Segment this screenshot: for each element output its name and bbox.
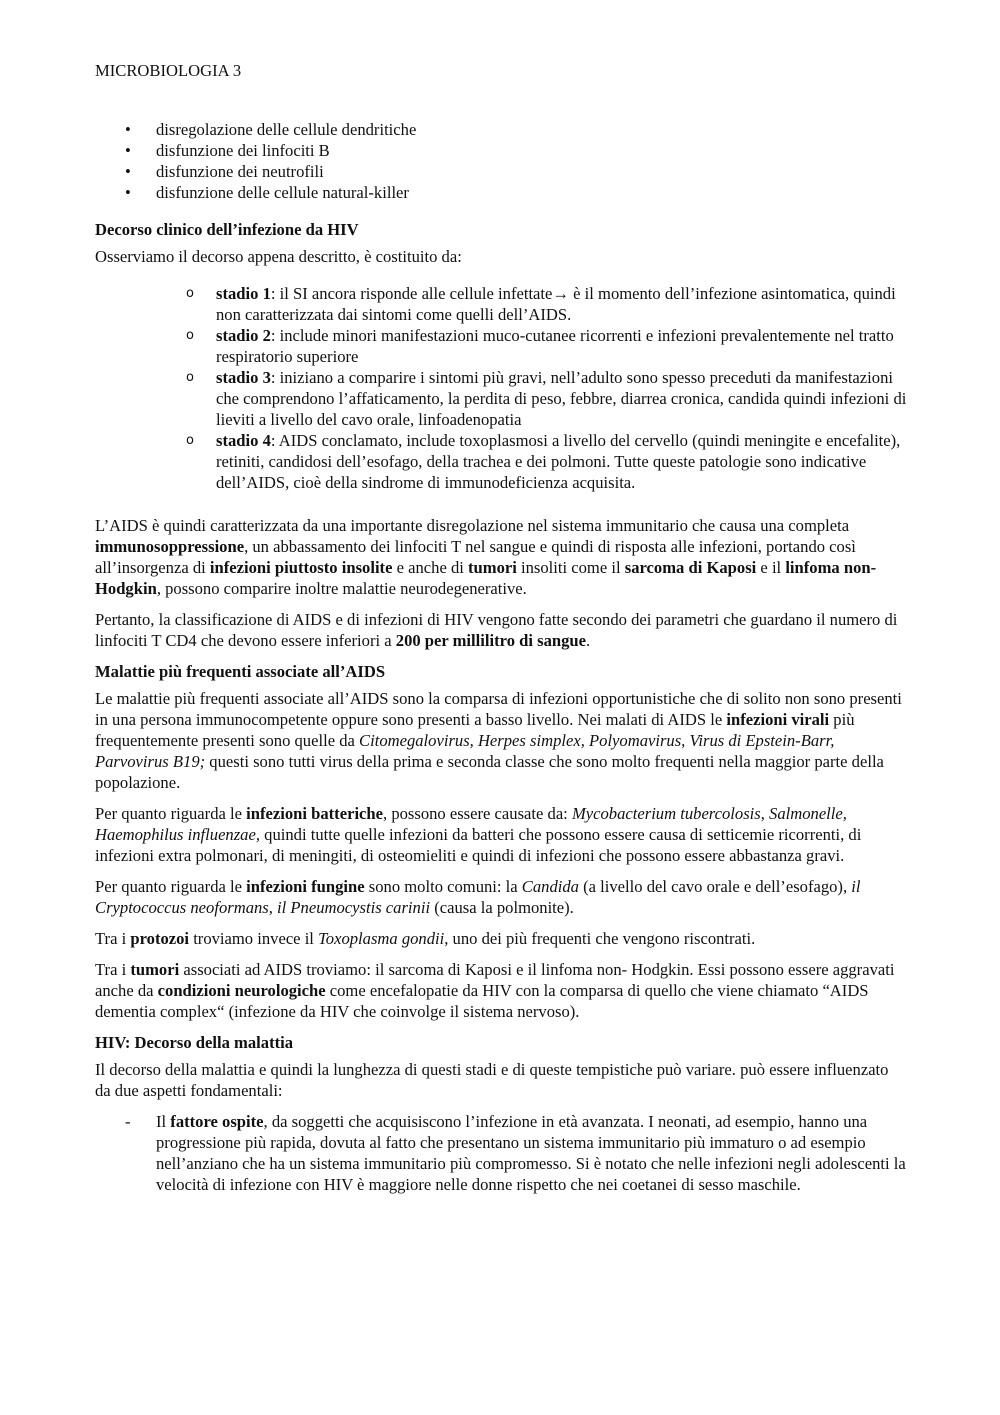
stage-item: o stadio 1: il SI ancora risponde alle cellule infettate→ è il momento dell’infezione asintomatica, quindi non caratterizzata dai sintomi come quelli dell’AIDS. [186, 284, 896, 324]
dash-list [95, 1111, 907, 1195]
dash-marker: - [125, 1112, 131, 1131]
circle-marker: o [186, 370, 194, 385]
stage-item: o stadio 2: include minori manifestazioni muco-cutanee ricorrenti e infezioni prevalentemente nel tratto respiratorio superiore [186, 326, 894, 366]
bullet-marker: • [125, 141, 131, 160]
list-item: • disfunzione dei neutrofili [125, 162, 324, 181]
list-item: - Il fattore ospite, da soggetti che acquisiscono l’infezione in età avanzata. I neonati, ad esempio, hanno una progressione più rapida, dovuta al fatto che presentano un sistema immunitario più immaturo o ad esempio nell’anziano che ha un sistema immunitario più compromesso. Si è notato che nelle infezioni negli adolescenti la velocità di infezione con HIV è maggiore nelle donne rispetto che nei coetanei di sesso maschile. [125, 1112, 906, 1194]
bullet-marker: • [125, 183, 131, 202]
stage-item: o stadio 4: AIDS conclamato, include toxoplasmosi a livello del cervello (quindi meningite e encefalite), retiniti, candidosi dell’esofago, della trachea e dei polmoni. Tutte queste patologie sono indicative dell’AIDS, cioè della sindrome di immunodeficienza acquisita. [186, 431, 901, 492]
paragraph-classification: Pertanto, la classificazione di AIDS e di infezioni di HIV vengono fatte secondo dei parametri che guardano il numero di linfociti T CD4 che devono essere inferiori a 200 per millilitro di sangue. [95, 610, 898, 650]
stage-item: o stadio 3: iniziano a comparire i sintomi più gravi, nell’adulto sono spesso preceduti da manifestazioni che comprendono l’affaticamento, la perdita di peso, febbre, diarrea cronica, candida quindi infezioni di lieviti a livello del cavo orale, linfoadenopatia [186, 368, 907, 429]
section-heading-decorso-clinico: Decorso clinico dell’infezione da HIV [95, 220, 359, 239]
list-item: • disregolazione delle cellule dendritiche [125, 120, 417, 139]
section-intro: Osserviamo il decorso appena descritto, è costituito da: [95, 247, 462, 266]
paragraph-protozoa: Tra i protozoi troviamo invece il Toxoplasma gondii, uno dei più frequenti che vengono riscontrati. [95, 929, 756, 948]
bullet-marker: • [125, 120, 131, 139]
circle-marker: o [186, 433, 194, 448]
list-item: • disfunzione delle cellule natural-killer [125, 183, 409, 202]
page-content [95, 119, 907, 1195]
paragraph-fungal: Per quanto riguarda le infezioni fungine sono molto comuni: la Candida (a livello del cavo orale e dell’esofago), il Cryptococcus neoformans, il Pneumocystis carinii (causa la polmonite). [95, 877, 861, 917]
circle-marker: o [186, 328, 194, 343]
list-item: • disfunzione dei linfociti B [125, 141, 330, 160]
paragraph-bacterial: Per quanto riguarda le infezioni batteriche, possono essere causate da: Mycobacterium tubercolosis, Salmonelle, Haemophilus influenzae, quindi tutte quelle infezioni da batteri che possono essere causa di setticemie ricorrenti, di infezioni extra polmonari, di meningiti, di osteomieliti e quindi di infezioni che possono essere abbastanza gravi. [95, 804, 862, 865]
circle-marker: o [186, 286, 194, 301]
paragraph-viral: Le malattie più frequenti associate all’AIDS sono la comparsa di infezioni opportunistiche che di solito non sono presenti in una persona immunocompetente oppure sono presenti a basso livello. Nei malati di AIDS le infezioni virali più frequentemente presenti sono quelle da Citomegalovirus, Herpes simplex, Polyomavirus, Virus di Epstein-Barr, Parvovirus B19; questi sono tutti virus della prima e seconda classe che sono molto frequenti nella maggior parte della popolazione. [95, 689, 902, 792]
section-intro: Il decorso della malattia e quindi la lunghezza di questi stadi e di queste tempistiche può variare. può essere influenzato da due aspetti fondamentali: [95, 1060, 889, 1100]
stages-list [95, 283, 907, 493]
section-heading-malattie: Malattie più frequenti associate all’AIDS [95, 662, 386, 681]
bullet-marker: • [125, 162, 131, 181]
section-heading-decorso-malattia: HIV: Decorso della malattia [95, 1033, 294, 1052]
paragraph-aids: L’AIDS è quindi caratterizzata da una importante disregolazione nel sistema immunitario che causa una completa immunosoppressione, un abbassamento dei linfociti T nel sangue e quindi di risposta alle infezioni, portando così all’insorgenza di infezioni piuttosto insolite e anche di tumori insoliti come il sarcoma di Kaposi e il linfoma non-Hodgkin, possono comparire inoltre malattie neurodegenerative. [95, 516, 877, 598]
arrow-icon: → [552, 284, 569, 303]
page-header: MICROBIOLOGIA 3 [95, 61, 242, 80]
paragraph-tumors: Tra i tumori associati ad AIDS troviamo: il sarcoma di Kaposi e il linfoma non- Hodgkin. Essi possono essere aggravati anche da condizioni neurologiche come encefalopatie da HIV con la comparsa di quello che viene chiamato “AIDS dementia complex“ (infezione da HIV che coinvolge il sistema nervoso). [95, 960, 895, 1021]
intro-bullet-list [95, 119, 907, 203]
